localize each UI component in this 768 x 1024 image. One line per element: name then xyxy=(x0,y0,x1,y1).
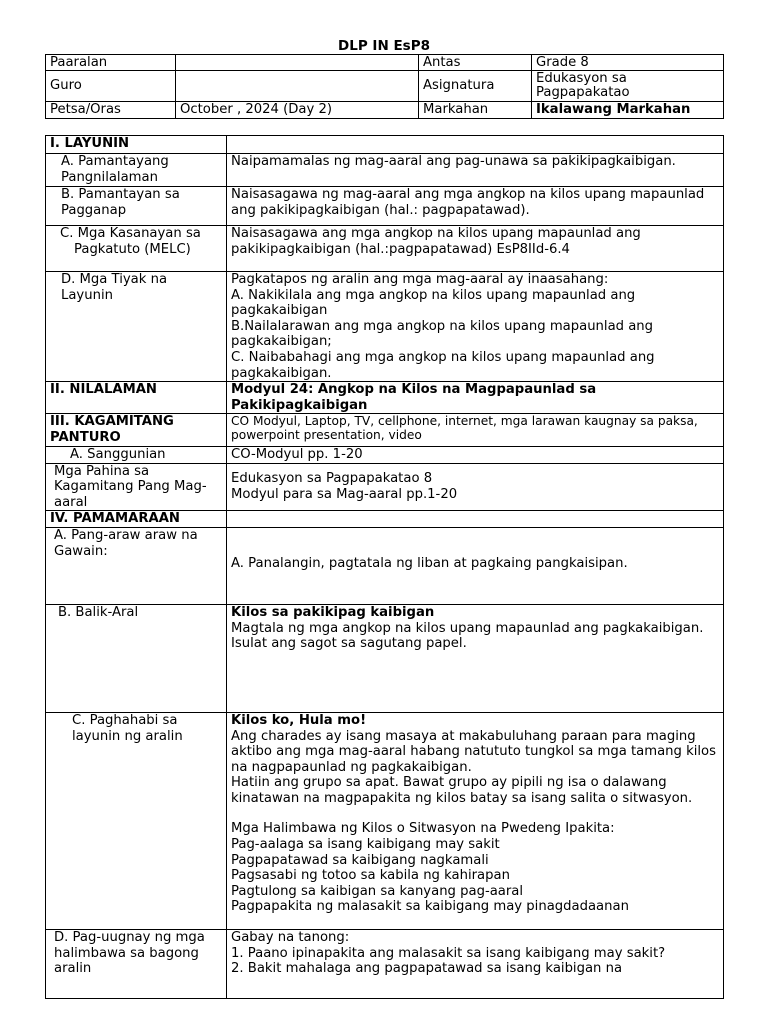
sanggunian-text: CO-Modyul pp. 1-20 xyxy=(227,446,724,463)
sanggunian-label: A. Sanggunian xyxy=(46,446,227,463)
date-label: Petsa/Oras xyxy=(46,102,176,119)
school-label: Paaralan xyxy=(46,55,176,71)
performance-standard-text: Naisasagawa ng mag-aaral ang mga angkop na kilos upang mapaunlad ang pakikipagkaibigan (hal.: pagpapatawad). xyxy=(227,187,724,226)
question-item: 1. Paano ipinapakita ang malasakit sa isang kaibigang may sakit? xyxy=(231,945,666,961)
balik-aral-text: Kilos sa pakikipag kaibigan Magtala ng mga angkop na kilos upang mapaunlad ang pagkakaibigan. Isulat ang sagot sa sagutang papel. xyxy=(227,604,724,712)
layunin-heading: I. LAYUNIN xyxy=(46,136,227,154)
nilalaman-heading: II. NILALAMAN xyxy=(46,382,227,414)
melc-label: C. Mga Kasanayan sa Pagkatuto (MELC) xyxy=(46,226,227,272)
paghahabi-text: Kilos ko, Hula mo! Ang charades ay isang masaya at makabuluhang paraan para maging aktibo ang mga mag-aaral habang natututo tungkol sa mga tamang kilos na nagpapaunlad ng pagkakaibigan. Hatiin ang grupo sa apat. Bawat grupo ay pipili ng isa o dalawang kinatawan na magpapakita ng kilos batay sa isang salita o sitwasyon. Mga Halimbawa ng Kilos o Sitwasyon na Pwedeng Ipakita: Pag-aalaga sa isang kaibigang may sakit Pagpapatawad sa kaibigang nagkamali Pagsasabi ng totoo sa kabila ng kahirapan Pagtulong sa kaibigan sa kanyang pag-aaral Pagpapakita ng malasakit sa kaibigang may pinagdadaanan xyxy=(227,712,724,929)
lesson-plan-table xyxy=(45,135,724,999)
objective-item: C. Naibabahagi ang mga angkop na kilos upang mapaunlad ang pagkakaibigan. xyxy=(231,349,655,381)
quarter-label: Markahan xyxy=(419,102,532,119)
empty-cell xyxy=(227,136,724,154)
list-item: Pag-aalaga sa isang kaibigang may sakit xyxy=(231,837,500,853)
kagamitan-text: CO Modyul, Laptop, TV, cellphone, internet, mga larawan kaugnay sa paksa, powerpoint presentation, video xyxy=(227,414,724,446)
melc-text: Naisasagawa ang mga angkop na kilos upang mapaunlad ang pakikipagkaibigan (hal.:pagpapatawad) EsP8IId-6.4 xyxy=(227,226,724,272)
content-standard-label: A. Pamantayang Pangnilalaman xyxy=(46,154,227,187)
pamamaraan-heading: IV. PAMAMARAAN xyxy=(46,511,227,528)
gawain-text: A. Panalangin, pagtatala ng liban at pagkaing pangkaisipan. xyxy=(227,527,724,604)
performance-standard-label: B. Pamantayan sa Pagganap xyxy=(46,187,227,226)
pahina-text: Edukasyon sa Pagpapakatao 8 Modyul para sa Mag-aaral pp.1-20 xyxy=(227,463,724,511)
content-standard-text: Naipamamalas ng mag-aaral ang pag-unawa sa pakikipagkaibigan. xyxy=(227,154,724,187)
list-item: Pagpapakita ng malasakit sa kaibigang may pinagdadaanan xyxy=(231,899,629,915)
question-item: 2. Bakit mahalaga ang pagpapatawad sa isang kaibigan na xyxy=(231,961,623,977)
document-title: DLP IN EsP8 xyxy=(338,38,430,54)
teacher-label: Guro xyxy=(46,71,176,102)
quarter-value: Ikalawang Markahan xyxy=(532,102,724,119)
grade-value: Grade 8 xyxy=(532,55,724,71)
paghahabi-label: C. Paghahabi sa layunin ng aralin xyxy=(46,712,227,929)
school-value xyxy=(176,55,419,71)
gawain-label: A. Pang-araw araw na Gawain: xyxy=(46,527,227,604)
grade-label: Antas xyxy=(419,55,532,71)
nilalaman-text: Modyul 24: Angkop na Kilos na Magpapaunlad sa Pakikipagkaibigan xyxy=(227,382,724,414)
teacher-value xyxy=(176,71,419,102)
objectives-label: D. Mga Tiyak na Layunin xyxy=(46,272,227,382)
subject-label: Asignatura xyxy=(419,71,532,102)
list-item: Pagpapatawad sa kaibigang nagkamali xyxy=(231,852,489,868)
header-table xyxy=(45,54,724,119)
objective-item: B.Nailalarawan ang mga angkop na kilos upang mapaunlad ang pagkakaibigan; xyxy=(231,318,654,350)
empty-cell xyxy=(227,511,724,528)
balik-aral-label: B. Balik-Aral xyxy=(46,604,227,712)
kagamitan-heading: III. KAGAMITANG PANTURO xyxy=(46,414,227,446)
objective-item: A. Nakikilala ang mga angkop na kilos upang mapaunlad ang pagkakaibigan xyxy=(231,287,636,319)
date-value: October , 2024 (Day 2) xyxy=(176,102,419,119)
list-item: Pagtulong sa kaibigan sa kanyang pag-aaral xyxy=(231,883,524,899)
list-item: Pagsasabi ng totoo sa kabila ng kahirapan xyxy=(231,868,510,884)
objectives-text: Pagkatapos ng aralin ang mga mag-aaral ay inaasahang: A. Nakikilala ang mga angkop na kilos upang mapaunlad ang pagkakaibigan B.Nailalarawan ang mga angkop na kilos upang mapaunlad ang pagkakaibigan; C. Naibabahagi ang mga angkop na kilos upang mapaunlad ang pagkakaibigan. xyxy=(227,272,724,382)
example-list xyxy=(231,837,719,915)
pag-uugnay-label: D. Pag-uugnay ng mga halimbawa sa bagong aralin xyxy=(46,929,227,998)
pag-uugnay-text: Gabay na tanong: 1. Paano ipinapakita ang malasakit sa isang kaibigang may sakit? 2. Bakit mahalaga ang pagpapatawad sa isang kaibigan na xyxy=(227,929,724,998)
pahina-label: Mga Pahina sa Kagamitang Pang Mag-aaral xyxy=(46,463,227,511)
subject-value: Edukasyon sa Pagpapakatao xyxy=(532,71,724,102)
